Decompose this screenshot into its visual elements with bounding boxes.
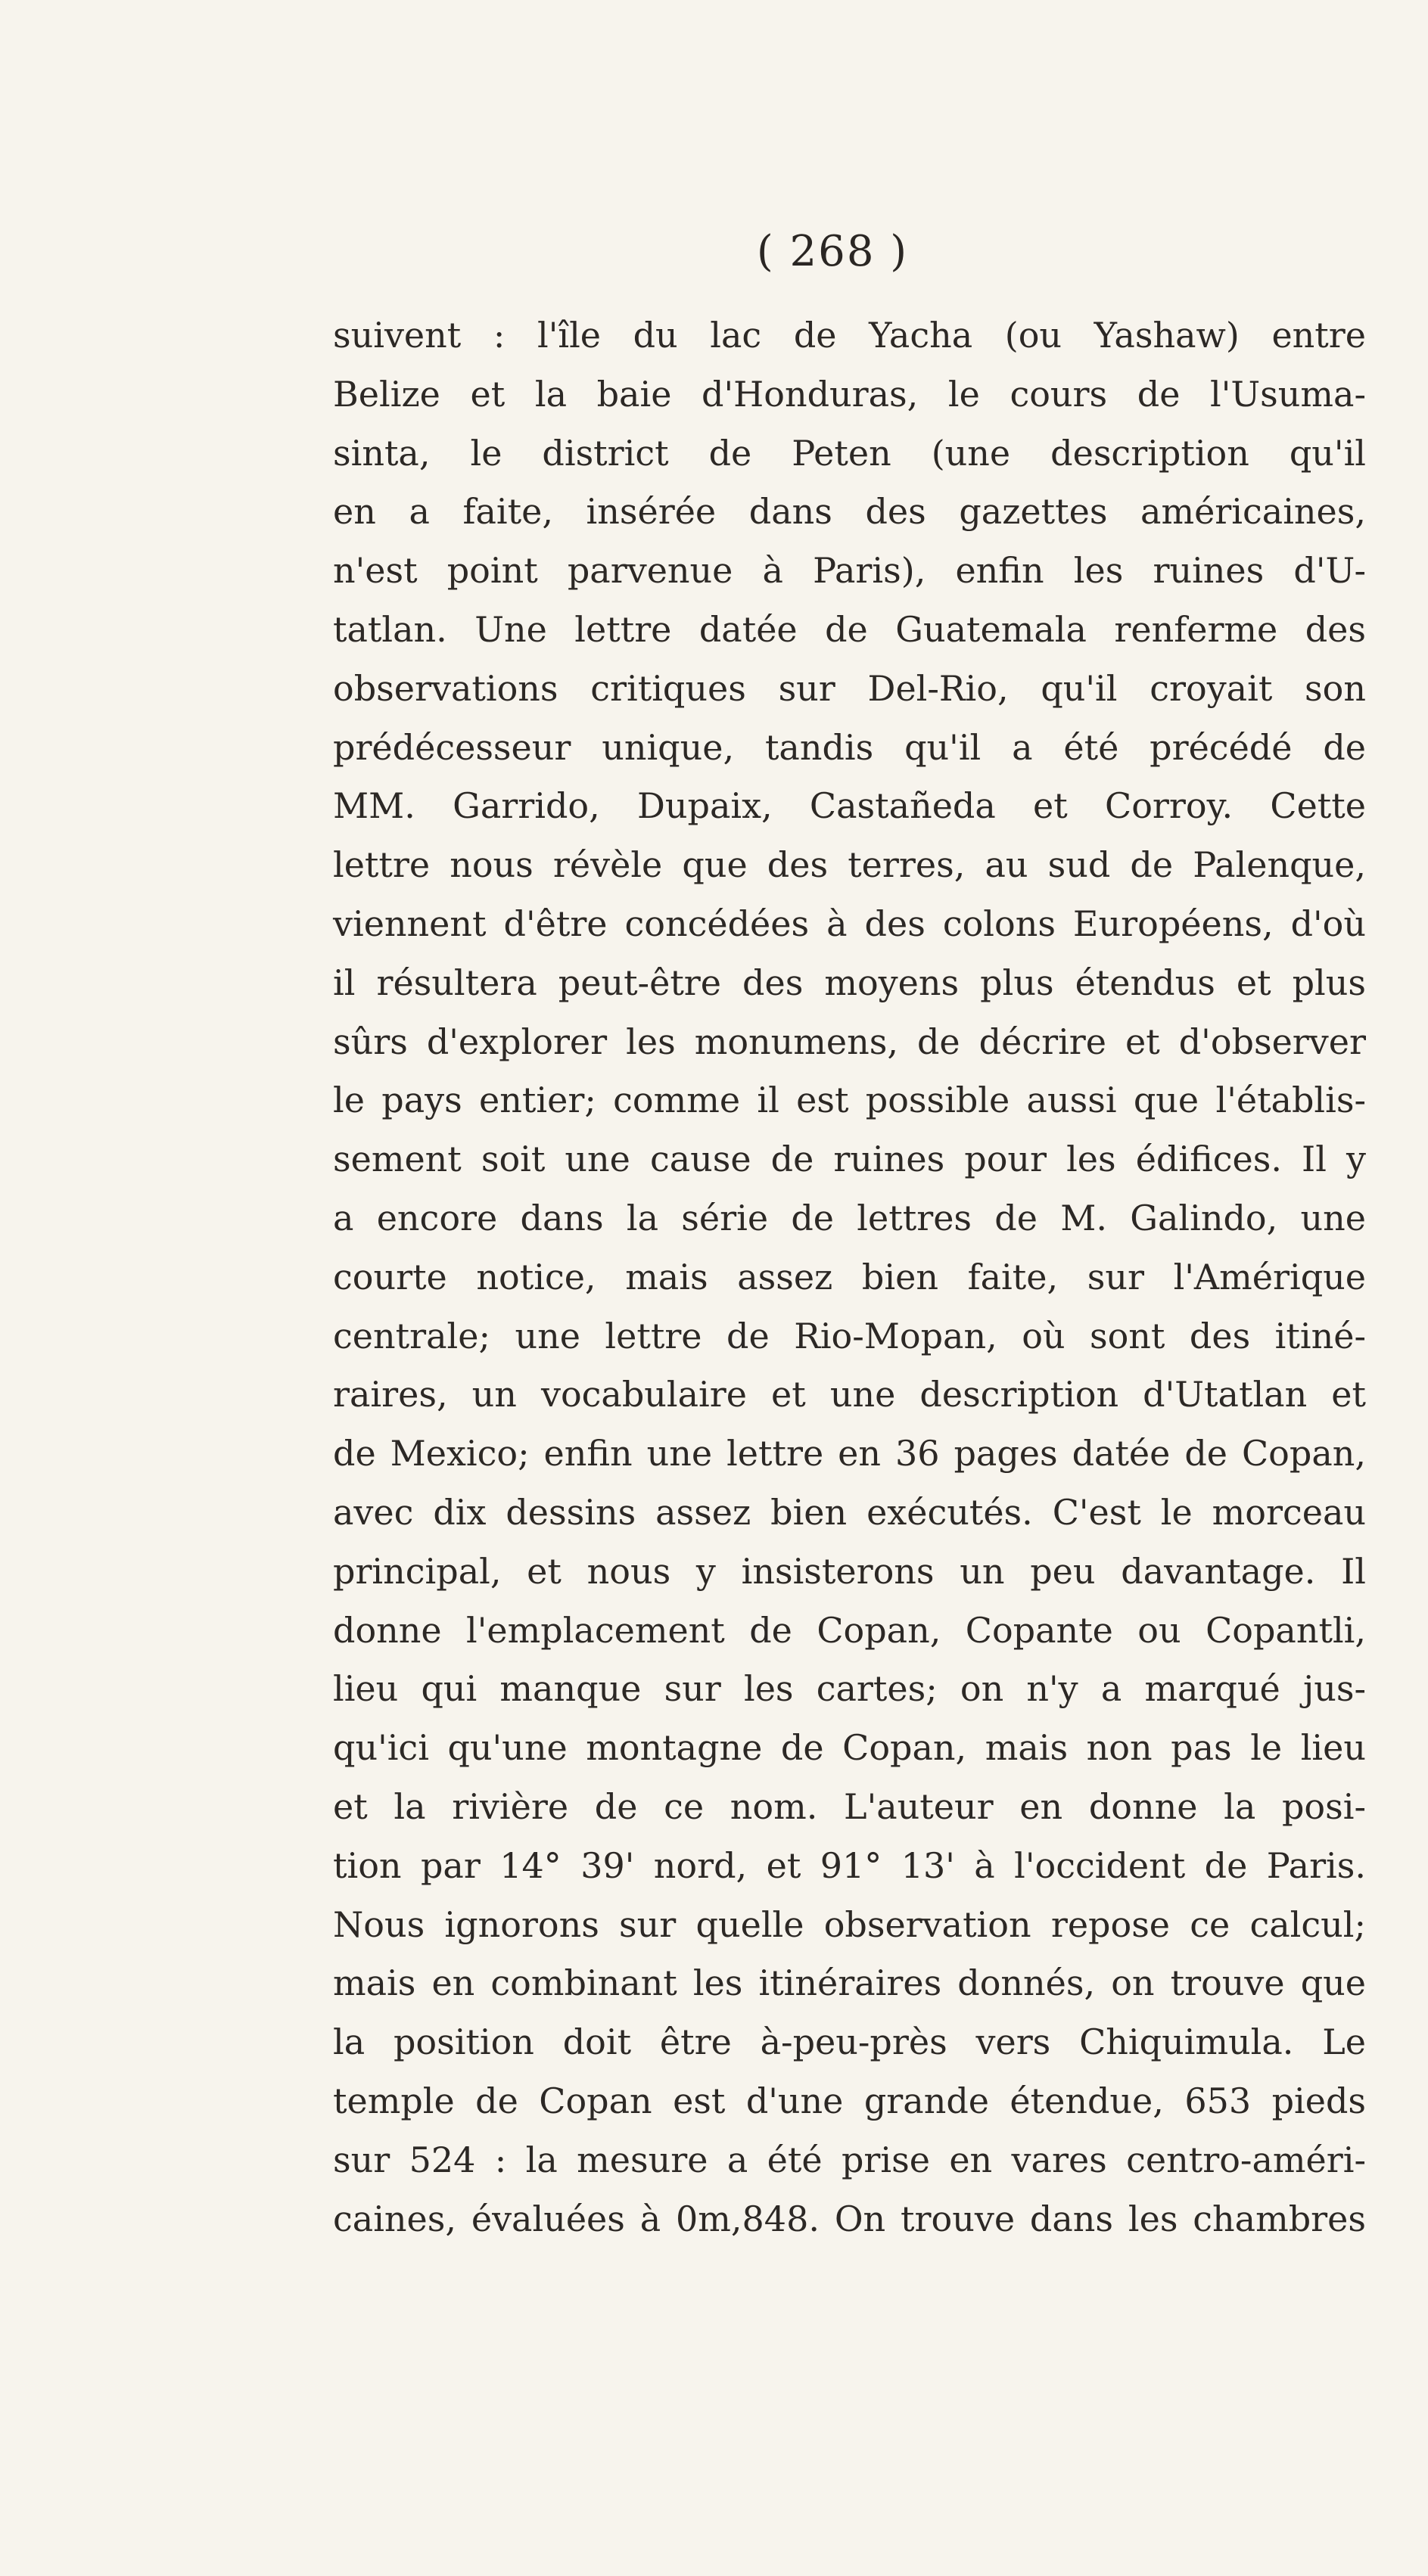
text-line: temple de Copan est d'une grande étendue, 653 pieds — [333, 2080, 1366, 2121]
text-line: tatlan. Une lettre datée de Guatemala renferme des — [333, 608, 1366, 650]
text-line: a encore dans la série de lettres de M. Galindo, une — [333, 1197, 1366, 1238]
text-line: en a faite, insérée dans des gazettes américaines, — [333, 491, 1366, 533]
text-line: principal, et nous y insisterons un peu davantage. Il — [333, 1550, 1366, 1592]
text-line: centrale; une lettre de Rio-Mopan, où sont des itiné- — [333, 1315, 1366, 1356]
text-line: Nous ignorons sur quelle observation repose ce calcul; — [333, 1903, 1366, 1945]
text-line: n'est point parvenue à Paris), enfin les ruines d'U- — [333, 550, 1366, 592]
text-line: viennent d'être concédées à des colons Européens, d'où — [333, 903, 1366, 944]
text-line: prédécesseur unique, tandis qu'il a été précédé de — [333, 726, 1366, 768]
text-line: Belize et la baie d'Honduras, le cours de l'Usuma- — [333, 373, 1366, 415]
page-number: ( 268 ) — [756, 227, 909, 276]
text-line: tion par 14° 39' nord, et 91° 13' à l'occident de Paris. — [333, 1844, 1366, 1886]
text-line: sûrs d'explorer les monumens, de décrire et d'observer — [333, 1021, 1366, 1062]
text-line: observations critiques sur Del-Rio, qu'il croyait son — [333, 667, 1366, 709]
text-line: qu'ici qu'une montagne de Copan, mais non pas le lieu — [333, 1727, 1366, 1769]
text-line: et la rivière de ce nom. L'auteur en donne la posi- — [333, 1785, 1366, 1827]
text-line: le pays entier; comme il est possible aussi que l'établis- — [333, 1080, 1366, 1121]
text-line: donne l'emplacement de Copan, Copante ou Copantli, — [333, 1609, 1366, 1651]
text-line: raires, un vocabulaire et une description d'Utatlan et — [333, 1374, 1366, 1415]
text-line: sement soit une cause de ruines pour les édifices. Il y — [333, 1139, 1366, 1180]
text-line: caines, évaluées à 0m,848. On trouve dans les chambres — [333, 2198, 1366, 2239]
text-line: de Mexico; enfin une lettre en 36 pages datée de Copan, — [333, 1433, 1366, 1474]
text-line: lieu qui manque sur les cartes; on n'y a marqué jus- — [333, 1668, 1366, 1710]
text-line: mais en combinant les itinéraires donnés, on trouve que — [333, 1962, 1366, 2004]
text-line: sur 524 : la mesure a été prise en vares centro-améri- — [333, 2139, 1366, 2180]
text-line: sinta, le district de Peten (une description qu'il — [333, 432, 1366, 474]
text-line: il résultera peut-être des moyens plus étendus et plus — [333, 962, 1366, 1003]
text-line: MM. Garrido, Dupaix, Castañeda et Corroy. Cette — [333, 785, 1366, 827]
text-line: lettre nous révèle que des terres, au sud de Palenque, — [333, 844, 1366, 886]
body-text — [333, 306, 1366, 2248]
text-line: la position doit être à-peu-près vers Chiquimula. Le — [333, 2021, 1366, 2063]
text-line: avec dix dessins assez bien exécutés. C'est le morceau — [333, 1491, 1366, 1533]
text-line: suivent : l'île du lac de Yacha (ou Yashaw) entre — [333, 315, 1366, 356]
text-line: courte notice, mais assez bien faite, sur l'Amérique — [333, 1256, 1366, 1297]
